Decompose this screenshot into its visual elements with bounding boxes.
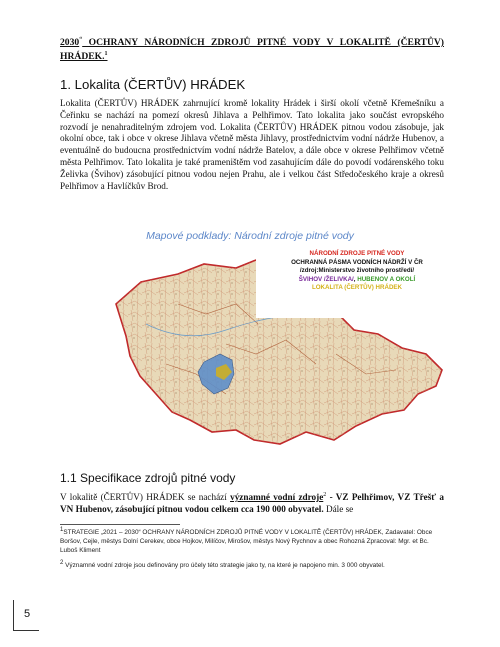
footnote-separator [60,524,180,525]
footnote-1: $^1$STRATEGIE „2021 – 2030“ OCHRANY NÁRODNÍCH ZDROJŮ PITNÉ VODY V LOKALITĚ (ČERTŮV) HRÁDEK, Zadavatel: Obce Boršov, Cejle, městys Dolní Cerekev, obce Hojkov, Milíčov, Mirošov, městys Nový Rychnov a obec Rohozná Zpracoval: Mgr. et Bc. Luboš Kliment [60,526,433,554]
section11-heading: 1.1 Specifikace zdrojů pitné vody [60,471,236,485]
section1-heading: 1. Lokalita (ČERTŮV) HRÁDEK [60,77,246,92]
legend-svihov: ŠVIHOV /ŽELIVKA/ [298,275,354,283]
legend-locality: LOKALITA (ČERTŮV) HRÁDEK [311,284,403,292]
map-legend: NÁRODNÍ ZDROJE PITNÉ VODY OCHRANNÁ PÁSMA VODNÍCH NÁDRŽÍ V ČR /zdroj:Ministerstvo životního prostředí/ ŠVIHOV /ŽELIVKA/, HUBENOV A OKOLÍ LOKALITA (ČERTŮV) HRÁDEK [262,250,452,293]
footnote-2: $^2$ Významné vodní zdroje jsou definovány pro účely této strategie jako ty, na které je napojeno min. 3 000 obyvatel. [60,559,385,569]
title-year: 2030 [60,37,80,48]
title-line2: HRÁDEK. [60,51,105,62]
document-title: 2030“ OCHRANY NÁRODNÍCH ZDROJŮ PITNÉ VODY V LOKALITĚ (ČERTŮV) HRÁDEK.$^1$ [60,36,444,62]
section1-paragraph: Lokalita (ČERTŮV) HRÁDEK zahrnující kromě lokality Hrádek i širší okolí včetně Křemešníku a Čeřinku se nachází na pomezí okresů Jihlava a Pelhřimov. Tato lokalita jako součást evropského rozvodí je nenahraditelným zdrojem vod. Lokalita (ČERTŮV) HRÁDEK pitnou vodou zásobuje, jak okolní obce, tak i obce v okrese Jihlava včetně města Jihlavy, prostřednictvím vodní nádrže Hubenov, a eventuálně do budoucna prostřednictvím vodní nádrže Batelov, a dále obce v okrese Pelhřimov včetně města Pelhřimov. Tato lokalita je také prameništěm vod zasahujícím dále do povodí vodárenského toku Želivka (Švihov) zásobující pitnou vodou nejen Prahu, ale i velkou část Středočeského kraje a okresů Pelhřimov a Havlíčkův Brod. [60,98,444,191]
page-number: 5 [23,608,31,620]
title-line1: OCHRANY NÁRODNÍCH ZDROJŮ PITNÉ VODY V LOKALITĚ (ČERTŮV) [82,37,444,48]
section11-paragraph: V lokalitě (ČERTŮV) HRÁDEK se nachází významné vodní zdroje$^2$ - VZ Pelhřimov, VZ Třešť a VN Hubenov, zásobující pitnou vodou celkem cca 190 000 obyvatel. Dále se [60,491,444,514]
legend-line2: OCHRANNÁ PÁSMA VODNÍCH NÁDRŽÍ V ČR [291,258,423,266]
legend-line3: /zdroj:Ministerstvo životního prostředí/ [299,267,415,275]
page-number-frame [13,600,14,630]
title-footnote-mark: 1 [104,50,108,57]
map-caption: Mapové podklady: Národní zdroje pitné vody [146,230,354,242]
legend-line1: NÁRODNÍ ZDROJE PITNÉ VODY [309,250,405,257]
legend-hubenov: HUBENOV A OKOLÍ [357,275,416,283]
